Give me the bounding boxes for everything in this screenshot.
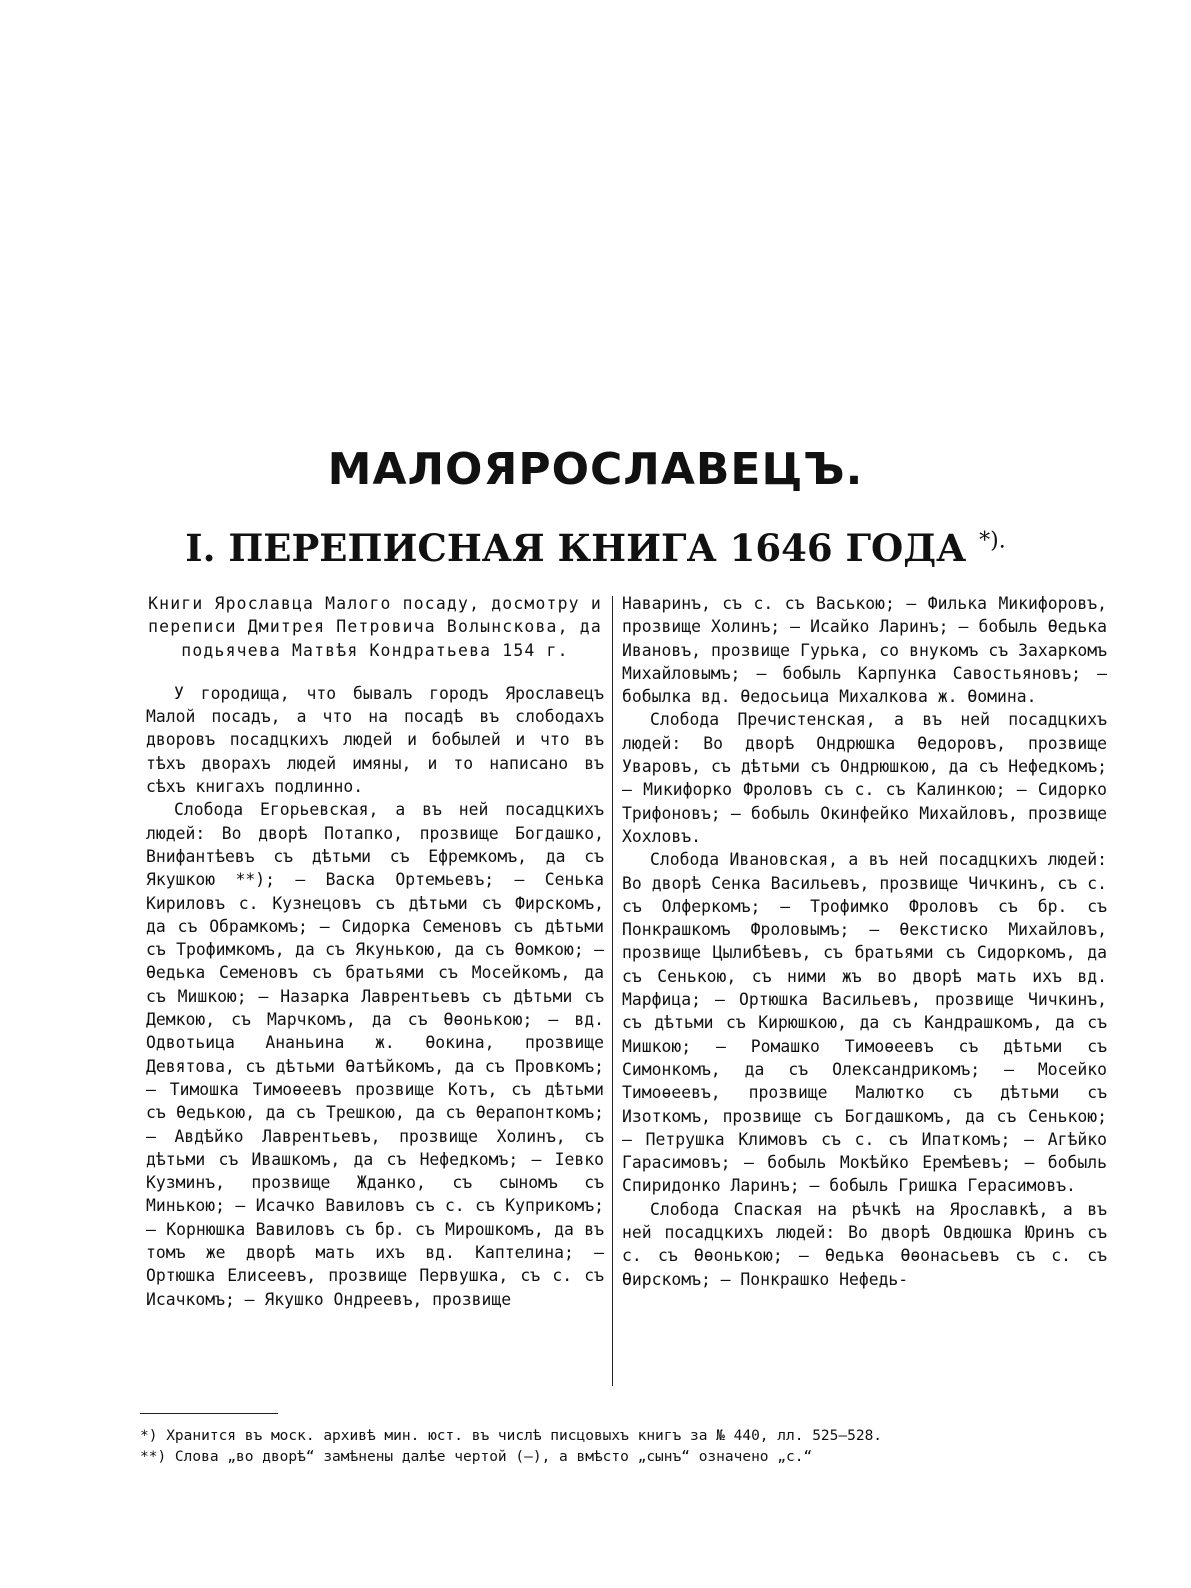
paragraph-spaskaya: Слобода Спаская на рѣчкѣ на Ярославкѣ, а въ ней посадцкихъ людей: Во дворѣ Овдюшка Юринъ съ с. съ Ѳѳонькою; — Ѳедька Ѳѳонасьевъ съ с. съ Ѳирскомъ; — Понкрашко Нефедь- bbox=[622, 1199, 1107, 1289]
paragraph-continuation: Наваринъ, съ с. съ Ваською; — Филька Микифоровъ, прозвище Холинъ; — Исайко Ларинъ; — бобыль Ѳедька Ивановъ, прозвище Гурька, со внукомъ съ Захаркомъ Михайловымъ; — бобыль Карпунка Савостьяновъ; — бобылка вд. Ѳедосьица Михалкова ж. Ѳомина. bbox=[622, 594, 1107, 707]
left-column bbox=[146, 592, 604, 1311]
footnote-2: **) Слова „во дворѣ“ замѣнены далѣе чертой (—), а вмѣсто „сынъ“ означено „с.“ bbox=[140, 1449, 813, 1465]
paragraph-prechistenskaya: Слобода Пречистенская, а въ ней посадцкихъ людей: Во дворѣ Ондрюшка Ѳедоровъ, прозвище Уваровъ, съ дѣтьми съ Ондрюшкою, да съ Нефедкомъ; — Микифорко Фроловъ съ с. съ Калинкою; — Сидорко Трифоновъ; — бобыль Окинфейко Михайловъ, прозвище Хохловъ. bbox=[622, 710, 1107, 846]
paragraph-egorievskaya: Слобода Егорьевская, а въ ней посадцкихъ людей: Во дворѣ Потапко, прозвище Богдашко, Внифантѣевъ съ дѣтьми съ Ефремкомъ, да съ Якушкою **); — Васка Ортемьевъ; — Сенька Кириловъ с. Кузнецовъ съ дѣтьми съ Фирскомъ, да съ Обрамкомъ; — Сидорка Семеновъ съ дѣтьми съ Трофимкомъ, да съ Якунькою, да съ Ѳомкою; — Ѳедька Семеновъ съ братьями съ Мосейкомъ, да съ Мишкою; — Назарка Лаврентьевъ съ дѣтьми съ Демкою, съ Марчкомъ, да съ Ѳѳонькою; — вд. Одвотьица Ананьина ж. Ѳокина, прозвище Девятова, съ дѣтьми Ѳатѣйкомъ, да съ Провкомъ; — Тимошка Тимоѳеевъ прозвище Котъ, съ дѣтьми съ Ѳедькою, да съ Трешкою, да съ Ѳерапонткомъ; — Авдѣйко Лаврентьевъ, прозвище Холинъ, съ дѣтьми съ Ивашкомъ, да съ Нефедкомъ; — Іевко Кузминъ, прозвище Жданко, съ сыномъ съ Минькою; — Исачко Вавиловъ съ с. съ Куприкомъ; — Корнюшка Вавиловъ съ бр. съ Мирошкомъ, да въ томъ же дворѣ мать ихъ вд. Каптелина; — Ортюшка Елисеевъ, прозвище Первушка, съ с. съ Исачкомъ; — Якушко Ондреевъ, прозвище bbox=[146, 800, 604, 1309]
book-header: Книги Ярославца Малого посаду, досмотру и переписи Дмитрея Петровича Волынскова, да подьячева Матвѣя Кондратьева 154 г. bbox=[148, 594, 602, 660]
footnotes bbox=[140, 1426, 1040, 1468]
page-title: МАЛОЯРОСЛАВЕЦЪ. bbox=[327, 444, 864, 495]
section-title bbox=[0, 526, 1191, 570]
column-divider bbox=[612, 596, 613, 1386]
paragraph-ivanovskaya: Слобода Ивановская, а въ ней посадцкихъ людей: Во дворѣ Сенка Васильевъ, прозвище Чичкинъ, съ с. съ Олферкомъ; — Трофимко Фроловъ съ бр. съ Понкрашкомъ Фроловымъ; — Ѳекстиско Михайловъ, прозвище Цылибѣевъ, съ братьями съ Сидоркомъ, да съ Сенькою, съ ними жъ во дворѣ мать ихъ вд. Марфица; — Ортюшка Васильевъ, прозвище Чичкинъ, съ дѣтьми съ Кирюшкою, да съ Кандрашкомъ, да съ Мишкою; — Ромашко Тимоѳеевъ съ дѣтьми съ Симонкомъ, да съ Олександрикомъ; — Мосейко Тимоѳеевъ, прозвище Малютко съ дѣтьми съ Изоткомъ, прозвище съ Богдашкомъ, да съ Сенькою; — Петрушка Климовъ съ с. съ Ипаткомъ; — Агѣйко Гарасимовъ; — бобыль Мокѣйко Еремѣевъ; — бобыль Спиридонко Ларинъ; — бобыль Гришка Герасимовъ. bbox=[622, 850, 1107, 1196]
section-title-text: I. ПЕРЕПИСНАЯ КНИГА 1646 ГОДА bbox=[185, 526, 967, 570]
footnote-mark: *). bbox=[979, 528, 1006, 554]
footnote-1: *) Хранится въ моск. архивѣ мин. юст. въ числѣ писцовыхъ книгъ за № 440, лл. 525—528. bbox=[140, 1428, 883, 1444]
footnote-divider bbox=[140, 1413, 278, 1414]
paragraph-intro: У городища, что бывалъ городъ Ярославецъ Малой посадъ, а что на посадѣ въ слободахъ дворовъ посадцкихъ людей и бобылей и что въ тѣхъ дворахъ людей имяны, и то написано въ сѣхъ книгахъ подлинно. bbox=[146, 683, 604, 797]
right-column bbox=[622, 592, 1107, 1291]
